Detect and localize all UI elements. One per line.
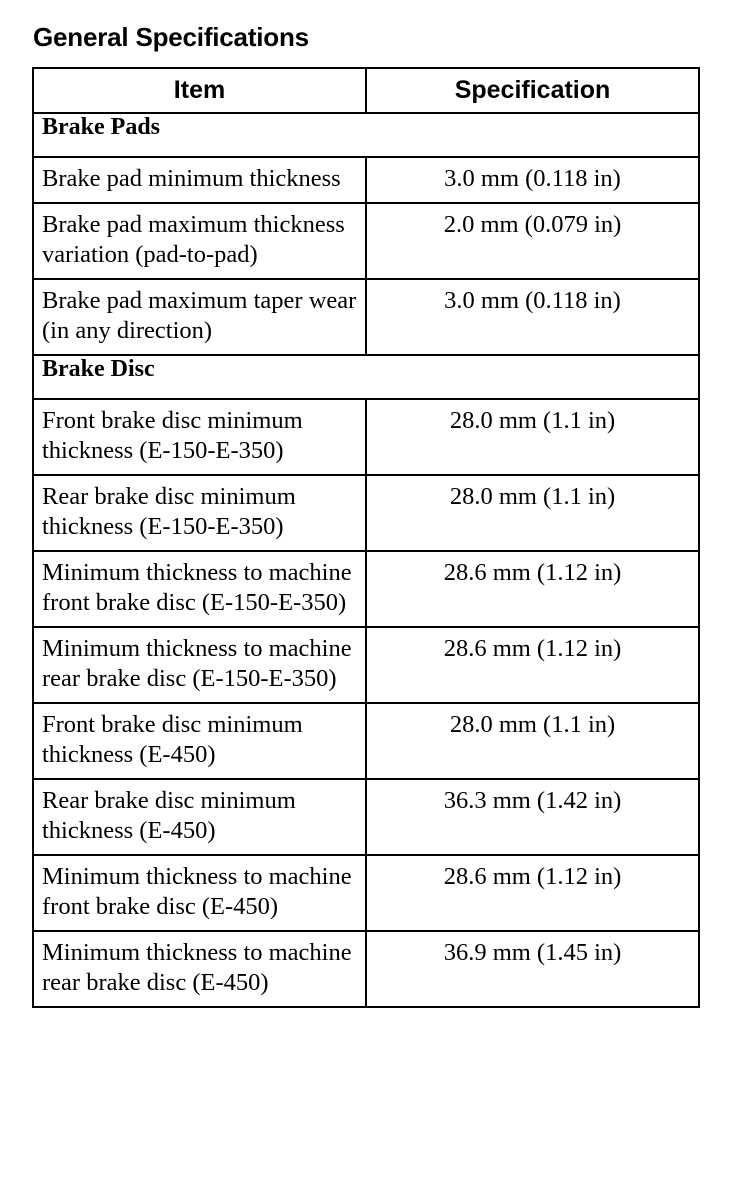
section-row-brake-pads xyxy=(33,113,699,157)
specification-cell: 36.9 mm (1.45 in) xyxy=(366,931,699,1007)
item-cell: Brake pad maximum taper wear (in any direction) xyxy=(33,279,366,355)
item-cell: Front brake disc minimum thickness (E-450) xyxy=(33,703,366,779)
table-row xyxy=(33,157,699,203)
column-header-specification: Specification xyxy=(366,68,699,113)
section-heading: Brake Disc xyxy=(33,355,699,399)
section-heading: Brake Pads xyxy=(33,113,699,157)
item-cell: Rear brake disc minimum thickness (E-150-E-350) xyxy=(33,475,366,551)
specification-cell: 2.0 mm (0.079 in) xyxy=(366,203,699,279)
specification-cell: 28.6 mm (1.12 in) xyxy=(366,627,699,703)
item-cell: Minimum thickness to machine rear brake disc (E-150-E-350) xyxy=(33,627,366,703)
table-row xyxy=(33,399,699,475)
table-row xyxy=(33,627,699,703)
specification-cell: 28.6 mm (1.12 in) xyxy=(366,855,699,931)
specification-cell: 28.0 mm (1.1 in) xyxy=(366,703,699,779)
table-row xyxy=(33,551,699,627)
table-row xyxy=(33,931,699,1007)
table-row xyxy=(33,203,699,279)
item-cell: Brake pad maximum thickness variation (pad-to-pad) xyxy=(33,203,366,279)
item-cell: Minimum thickness to machine rear brake disc (E-450) xyxy=(33,931,366,1007)
table-header-row xyxy=(33,68,699,113)
table-row xyxy=(33,855,699,931)
specification-cell: 3.0 mm (0.118 in) xyxy=(366,157,699,203)
item-cell: Front brake disc minimum thickness (E-150-E-350) xyxy=(33,399,366,475)
column-header-item: Item xyxy=(33,68,366,113)
table-row xyxy=(33,779,699,855)
section-row-brake-disc xyxy=(33,355,699,399)
specification-cell: 3.0 mm (0.118 in) xyxy=(366,279,699,355)
table-row xyxy=(33,475,699,551)
item-cell: Minimum thickness to machine front brake disc (E-150-E-350) xyxy=(33,551,366,627)
specification-cell: 36.3 mm (1.42 in) xyxy=(366,779,699,855)
specifications-table xyxy=(32,67,700,1008)
item-cell: Minimum thickness to machine front brake disc (E-450) xyxy=(33,855,366,931)
specification-cell: 28.6 mm (1.12 in) xyxy=(366,551,699,627)
table-row xyxy=(33,279,699,355)
table-row xyxy=(33,703,699,779)
page-title: General Specifications xyxy=(33,22,309,52)
specification-cell: 28.0 mm (1.1 in) xyxy=(366,399,699,475)
item-cell: Rear brake disc minimum thickness (E-450) xyxy=(33,779,366,855)
specification-cell: 28.0 mm (1.1 in) xyxy=(366,475,699,551)
item-cell: Brake pad minimum thickness xyxy=(33,157,366,203)
